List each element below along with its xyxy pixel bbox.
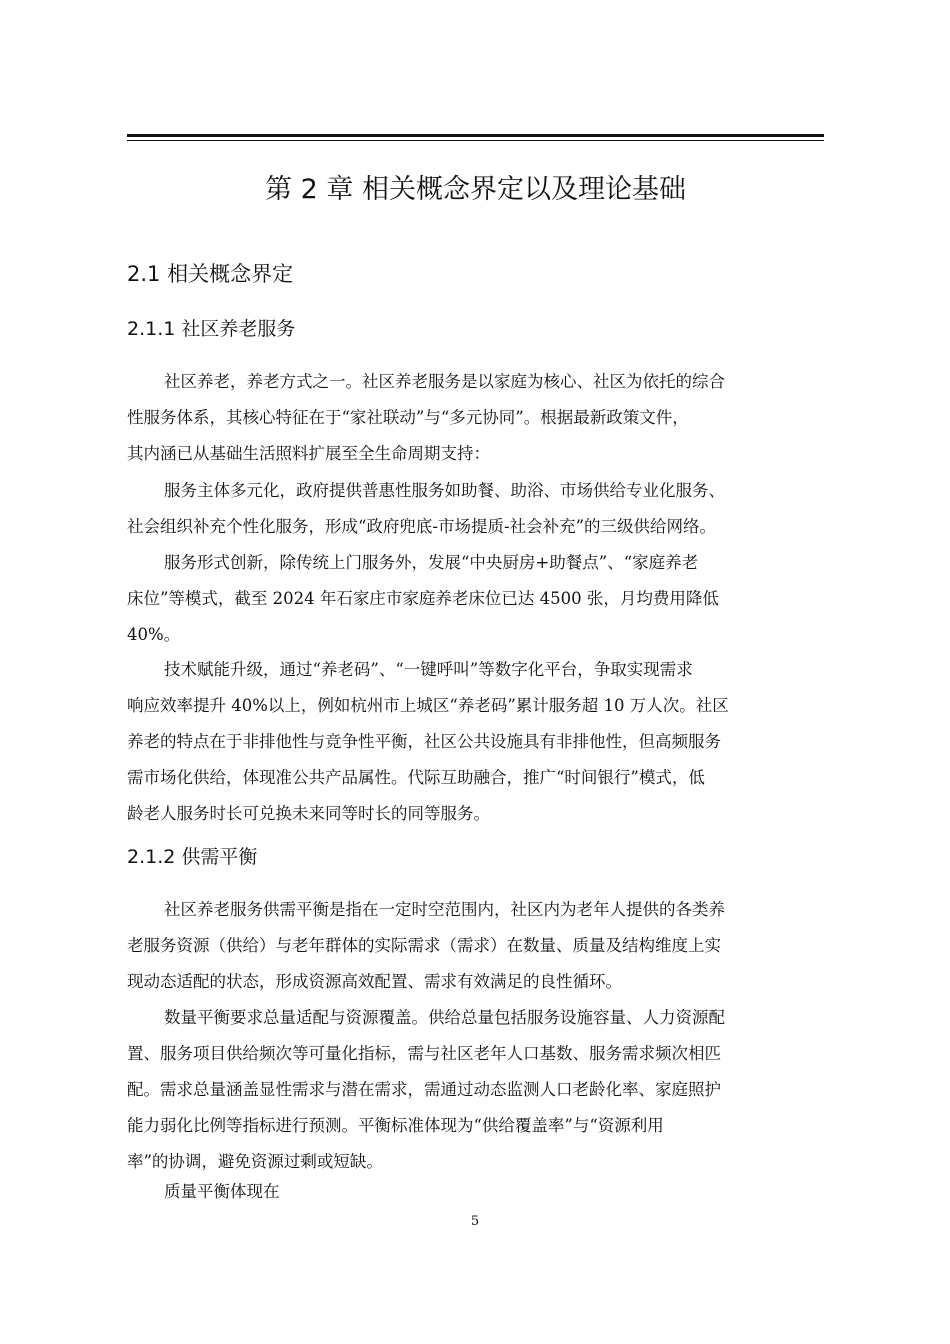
paragraph-service-forms [127, 545, 824, 653]
text-line: 服务形式创新，除传统上门服务外，发展“中央厨房+助餐点”、“家庭养老 [164, 553, 699, 572]
header-rule-thick [127, 134, 824, 137]
paragraph-quality-balance [127, 1174, 824, 1210]
chapter-title: 第 2 章 相关概念界定以及理论基础 [265, 174, 686, 205]
text-line: 老服务资源（供给）与老年群体的实际需求（需求）在数量、质量及结构维度上实 [127, 936, 721, 955]
text-line: 需市场化供给，体现准公共产品属性。代际互助融合，推广“时间银行”模式，低 [127, 768, 705, 787]
text-line: 置、服务项目供给频次等可量化指标，需与社区老年人口基数、服务需求频次相匹 [127, 1044, 721, 1063]
section-heading-2-1-1: 2.1.1 社区养老服务 [127, 318, 296, 340]
text-line: 社区养老，养老方式之一。社区养老服务是以家庭为核心、社区为依托的综合 [164, 372, 725, 391]
section-heading-2-1-2: 2.1.2 供需平衡 [127, 846, 258, 868]
text-line: 现动态适配的状态，形成资源高效配置、需求有效满足的良性循环。 [127, 972, 622, 991]
paragraph-service-providers [127, 473, 824, 545]
text-line: 其内涵已从基础生活照料扩展至全生命周期支持： [127, 444, 490, 463]
section-heading-2-1: 2.1 相关概念界定 [127, 262, 294, 286]
text-line: 服务主体多元化，政府提供普惠性服务如助餐、助浴、市场供给专业化服务、 [164, 481, 725, 500]
text-line: 能力弱化比例等指标进行预测。平衡标准体现为“供给覆盖率”与“资源利用 [127, 1116, 664, 1135]
text-line: 数量平衡要求总量适配与资源覆盖。供给总量包括服务设施容量、人力资源配 [164, 1008, 725, 1027]
text-line: 社会组织补充个性化服务，形成“政府兜底-市场提质-社会补充”的三级供给网络。 [127, 517, 717, 536]
text-line: 40%。 [127, 625, 181, 644]
header-rule-thin [127, 140, 824, 141]
text-line: 床位”等模式，截至 2024 年石家庄市家庭养老床位已达 4500 张，月均费用降低 [127, 589, 719, 608]
text-line: 质量平衡体现在 [164, 1182, 280, 1201]
paragraph-community-care-definition [127, 364, 824, 472]
text-line: 配。需求总量涵盖显性需求与潜在需求，需通过动态监测人口老龄化率、家庭照护 [127, 1080, 721, 1099]
text-line: 技术赋能升级，通过“养老码”、“一键呼叫”等数字化平台，争取实现需求 [164, 660, 693, 679]
page-number: 5 [470, 1214, 480, 1229]
text-line: 龄老人服务时长可兑换未来同等时长的同等服务。 [127, 804, 490, 823]
text-line: 率”的协调，避免资源过剩或短缺。 [127, 1152, 383, 1171]
text-line: 社区养老服务供需平衡是指在一定时空范围内，社区内为老年人提供的各类养 [164, 900, 725, 919]
text-line: 响应效率提升 40%以上，例如杭州市上城区“养老码”累计服务超 10 万人次。社区 [127, 696, 729, 715]
paragraph-quantity-balance [127, 1000, 824, 1180]
text-line: 性服务体系，其核心特征在于“家社联动”与“多元协同”。根据最新政策文件， [127, 408, 689, 427]
paragraph-technology [127, 652, 824, 832]
paragraph-balance-definition [127, 892, 824, 1000]
text-line: 养老的特点在于非排他性与竞争性平衡，社区公共设施具有非排他性，但高频服务 [127, 732, 721, 751]
